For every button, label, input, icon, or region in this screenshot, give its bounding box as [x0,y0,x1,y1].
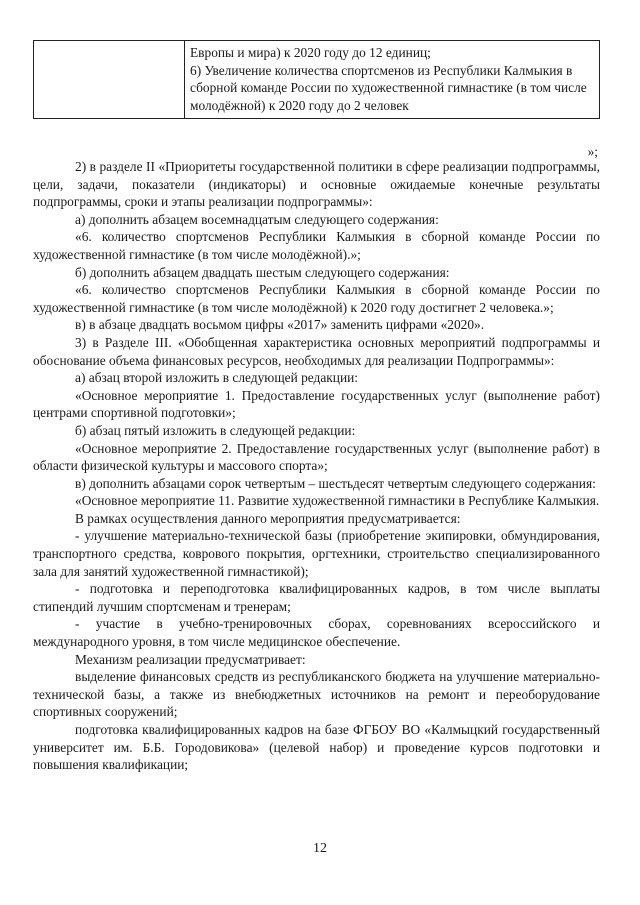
paragraph: б) абзац пятый изложить в следующей редакции: [75,422,356,438]
table-line-2: 6) Увеличение количества спортсменов из Республики Калмыкия в сборной команде России по художественной гимнастике (в том числе молодёжной) к 2020 году до 2 человек [190,62,587,113]
paragraph: а) дополнить абзацем восемнадцатым следующего содержания: [75,211,439,227]
table-line-1: Европы и мира) к 2020 году до 12 единиц; [190,45,431,60]
page-number: 12 [313,841,327,856]
table-row [34,41,600,119]
paragraph: выделение финансовых средств из республиканского бюджета на улучшение материально-технической базы, а также из внебюджетных источников на ремонт и переоборудование спортивных сооружений; [33,669,600,720]
paragraph: «6. количество спортсменов Республики Калмыкия в сборной команде России по художественной гимнастике (в том числе молодёжной).»; [33,229,600,262]
paragraph: подготовка квалифицированных кадров на базе ФГБОУ ВО «Калмыцкий государственный университет им. Б.Б. Городовикова» (целевой набор) и проведение курсов подготовки и повышения квалификации; [33,722,600,773]
table-cell-empty [34,41,185,119]
paragraph: «Основное мероприятие 11. Развитие художественной гимнастики в Республике Калмыкия. [75,493,600,509]
paragraph: - участие в учебно-тренировочных сборах, соревнованиях всероссийского и международного уровня, в том числе медицинское обеспечение. [33,616,600,650]
paragraph: «Основное мероприятие 2. Предоставление государственных услуг (выполнение работ) в области физической культуры и массового спорта»; [33,440,600,474]
document-body [33,158,600,774]
continuation-table [33,40,600,119]
paragraph: 3) в Разделе III. «Обобщенная характеристика основных мероприятий подпрограммы и обоснование объема финансовых ресурсов, необходимых для реализации Подпрограммы»: [33,334,600,368]
paragraph: - подготовка и переподготовка квалифицированных кадров, в том числе выплаты стипендий лучшим спортсменам и тренерам; [33,581,600,614]
paragraph: «Основное мероприятие 1. Предоставление государственных услуг (выполнение работ) центрами спортивной подготовки»; [33,387,600,421]
paragraph: Механизм реализации предусматривает: [75,651,306,667]
paragraph: 2) в разделе II «Приоритеты государственной политики в сфере реализации подпрограммы, цели, задачи, показатели (индикаторы) и основные ожидаемые конечные результаты подпрограммы, сроки и этапы реализации подпрограммы»: [33,159,600,210]
table-cell-text [185,41,600,119]
paragraph: в) дополнить абзацами сорок четвертым – шестьдесят четвертым следующего содержания: [75,475,596,491]
paragraph: в) в абзаце двадцать восьмом цифры «2017» заменить цифрами «2020». [75,317,485,333]
paragraph: б) дополнить абзацем двадцать шестым следующего содержания: [75,264,450,280]
paragraph: а) абзац второй изложить в следующей редакции: [75,370,359,386]
paragraph: - улучшение материально-технической базы (приобретение экипировки, обмундирования, транспортного средства, коврового покрытия, оргтехники, строительство специализированного зала для занятий художественной гимнастикой); [33,528,600,579]
paragraph: «6. количество спортсменов Республики Калмыкия в сборной команде России по художественной гимнастике (в том числе молодёжной) к 2020 году достигнет 2 человека.»; [33,282,600,315]
closing-quote-mark: »; [587,144,598,159]
paragraph: В рамках осуществления данного мероприятия предусматривается: [75,510,461,526]
